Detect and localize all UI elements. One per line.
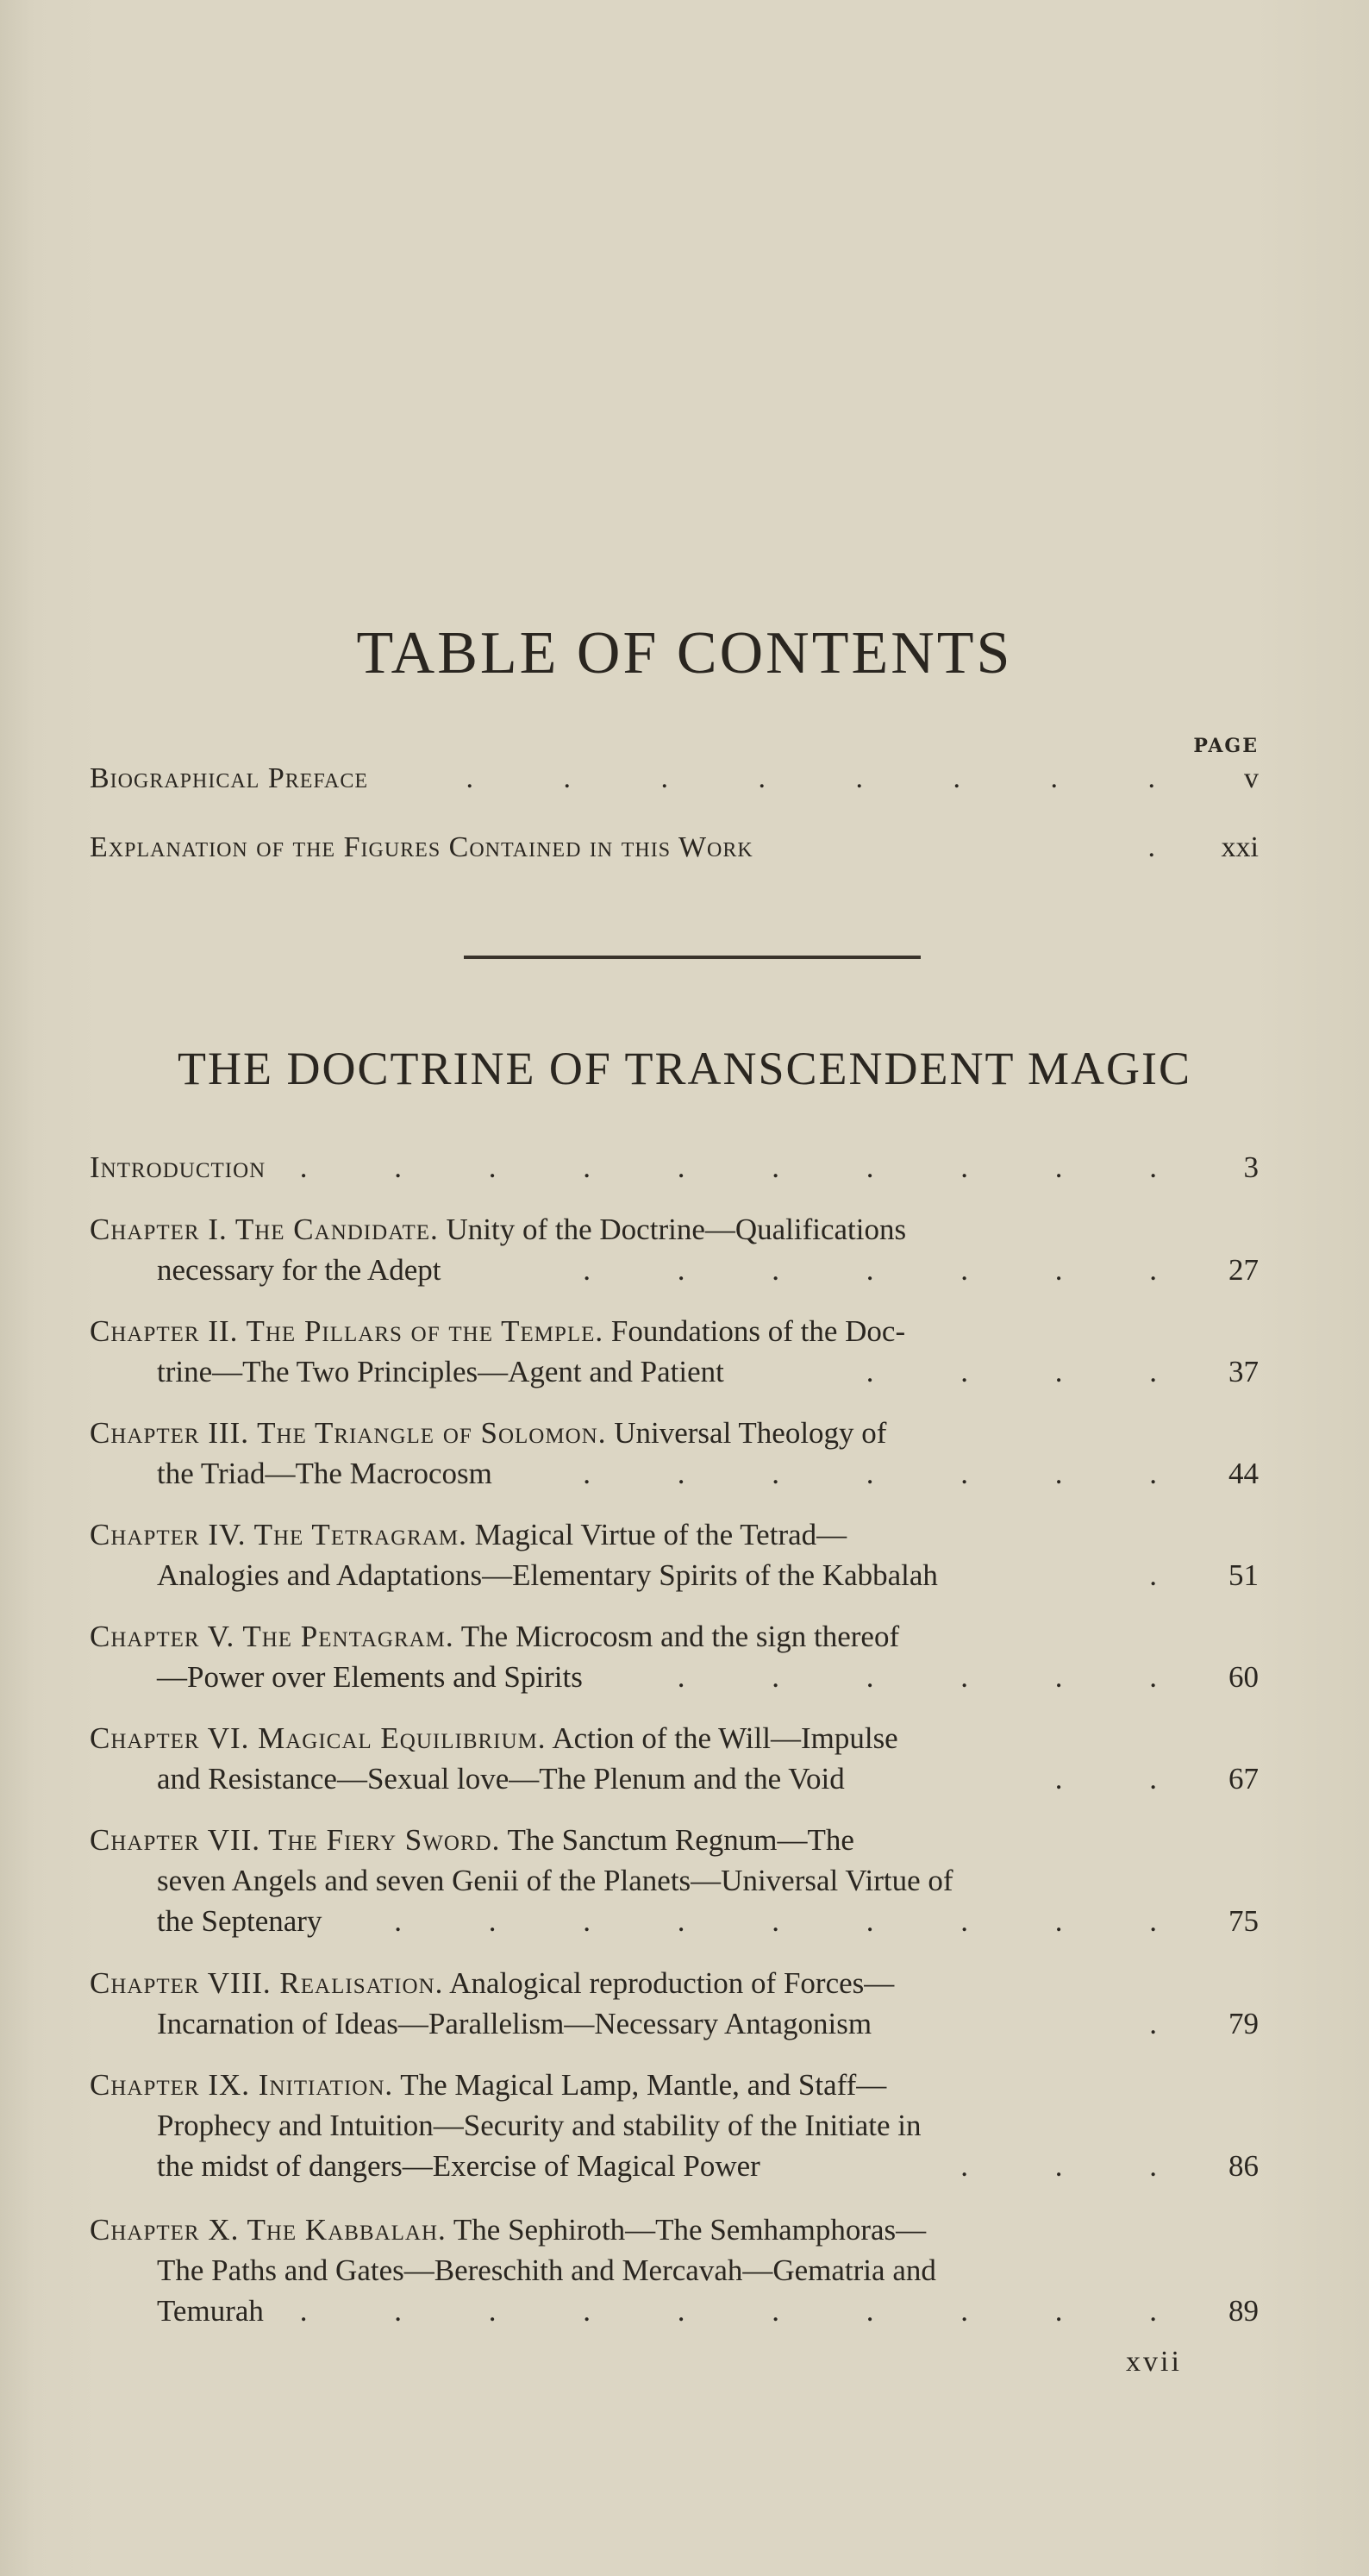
entry-text: Magical Virtue of the Tetrad—	[466, 1518, 847, 1551]
leader-dots: .	[1149, 1558, 1197, 1592]
entry-heading: Introduction	[90, 1150, 266, 1184]
leader-dots: . . . . . . .	[583, 1253, 1197, 1287]
page-title: TABLE OF CONTENTS	[356, 620, 1013, 686]
page-number: 51	[1228, 1558, 1259, 1592]
entry-text: necessary for the Adept	[157, 1253, 441, 1287]
leader-dots: . . . . . . . . . .	[299, 1150, 1197, 1184]
leader-dots: . . . . . . .	[583, 1457, 1197, 1490]
entry-text: Action of the Will—Impulse	[546, 1721, 898, 1755]
entry-text: Analogical reproduction of Forces—	[443, 1966, 895, 2000]
entry-heading: Chapter V. The Pentagram.	[90, 1620, 454, 1653]
entry-heading: Chapter III. The Triangle of Solomon.	[90, 1416, 607, 1450]
entry-heading: Chapter II. The Pillars of the Temple.	[90, 1314, 604, 1348]
entry-heading: Chapter VI. Magical Equilibrium.	[90, 1721, 547, 1755]
leader-dots: .	[1147, 831, 1197, 863]
entry-text: Analogies and Adaptations—Elementary Spirits of the Kabbalah	[157, 1558, 938, 1592]
entry-text: Universal Theology of	[606, 1416, 887, 1450]
entry-text: Temurah	[157, 2294, 264, 2328]
section-divider	[464, 956, 921, 959]
entry-text: trine—The Two Principles—Agent and Patient	[157, 1355, 724, 1388]
page-number: 67	[1228, 1762, 1259, 1796]
page-number: 60	[1228, 1660, 1259, 1694]
entry-text: the midst of dangers—Exercise of Magical Power	[157, 2149, 760, 2183]
front-matter-entry	[90, 762, 1259, 795]
entry-heading: Chapter IV. The Tetragram.	[90, 1518, 467, 1551]
page-number: 86	[1228, 2149, 1259, 2183]
page-number: 44	[1228, 1457, 1259, 1490]
entry-heading: Chapter I. The Candidate.	[90, 1213, 439, 1246]
toc-entry	[90, 1718, 1259, 1799]
page-number: 75	[1228, 1904, 1259, 1938]
entry-text: Unity of the Doctrine—Qualifications	[438, 1213, 907, 1246]
entry-text: The Magical Lamp, Mantle, and Staff—	[393, 2068, 887, 2102]
entry-text: Prophecy and Intuition—Security and stability of the Initiate in	[157, 2109, 922, 2142]
entry-text: The Paths and Gates—Bereschith and Mercavah—Gematria and	[157, 2253, 936, 2287]
toc-entry	[90, 1820, 1259, 1941]
entry-text: Incarnation of Ideas—Parallelism—Necessary Antagonism	[157, 2007, 872, 2040]
page-number: v	[1244, 762, 1259, 794]
entry-text: the Triad—The Macrocosm	[157, 1457, 492, 1490]
entry-heading: Chapter X. The Kabbalah.	[90, 2213, 447, 2247]
page-number: 3	[1243, 1150, 1259, 1184]
toc-entry	[90, 1209, 1259, 1290]
entry-text: seven Angels and seven Genii of the Planets—Universal Virtue of	[157, 1864, 953, 1897]
entry-text: The Microcosm and the sign thereof	[453, 1620, 900, 1653]
entry-text: The Sephiroth—The Semhamphoras—	[446, 2213, 927, 2247]
leader-dots: . .	[1054, 1762, 1197, 1796]
page-column-label: PAGE	[1193, 735, 1259, 757]
entry-text: and Resistance—Sexual love—The Plenum and the Void	[157, 1762, 845, 1796]
entry-heading: Chapter VII. The Fiery Sword.	[90, 1823, 501, 1857]
toc-entry	[90, 1514, 1259, 1595]
toc-entry	[90, 2209, 1259, 2331]
page-number: 37	[1228, 1355, 1259, 1388]
entry-heading: Chapter IX. Initiation.	[90, 2068, 394, 2102]
section-title: THE DOCTRINE OF TRANSCENDENT MAGIC	[177, 1043, 1192, 1094]
entry-text: the Septenary	[157, 1904, 322, 1938]
entry-label: Explanation of the Figures Contained in this Work	[90, 831, 753, 863]
page-folio: xvii	[1126, 2346, 1182, 2378]
leader-dots: .	[1149, 2007, 1197, 2040]
front-matter-entry	[90, 831, 1259, 864]
toc-entry	[90, 1616, 1259, 1697]
page-number: 89	[1228, 2294, 1259, 2328]
toc-entry	[90, 1963, 1259, 2044]
leader-dots: . . . . . . . . .	[394, 1904, 1197, 1938]
page-number: xxi	[1221, 831, 1259, 863]
leader-dots: . . . . . . . .	[466, 762, 1197, 794]
leader-dots: . . .	[960, 2149, 1197, 2183]
leader-dots: . . . . . . . . . .	[299, 2294, 1197, 2328]
page-number: 27	[1228, 1253, 1259, 1287]
entry-heading: Chapter VIII. Realisation.	[90, 1966, 444, 2000]
leader-dots: . . . . . .	[677, 1660, 1197, 1694]
entry-text: The Sanctum Regnum—The	[500, 1823, 854, 1857]
toc-entry	[90, 1311, 1259, 1392]
entry-text: —Power over Elements and Spirits	[157, 1660, 583, 1694]
entry-label: Biographical Preface	[90, 762, 368, 794]
toc-entry	[90, 2065, 1259, 2186]
page-number: 79	[1228, 2007, 1259, 2040]
entry-text: Foundations of the Doc-	[603, 1314, 906, 1348]
toc-entry	[90, 1147, 1259, 1188]
toc-entry	[90, 1413, 1259, 1494]
leader-dots: . . . .	[866, 1355, 1197, 1388]
